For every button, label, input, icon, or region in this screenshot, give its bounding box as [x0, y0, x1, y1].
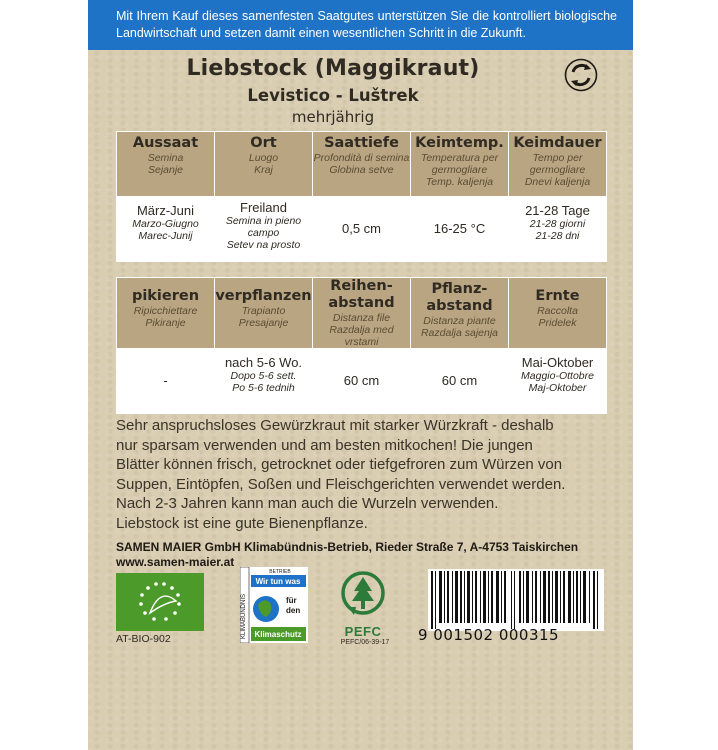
description-line: Nach 2-3 Jahren kann man auch die Wurzeln verwenden. — [116, 495, 499, 512]
klima-line2: für — [286, 596, 297, 605]
description-line: Sehr anspruchsloses Gewürzkraut mit starker Würzkraft - deshalb — [116, 417, 554, 434]
klima-top-text: BETRIEB — [269, 569, 291, 575]
description-line: Suppen, Eintöpfen, Soßen und Fleischgerichten verwendet werden. — [116, 475, 566, 493]
value-aussaat: März-Juni Marzo-Giugno Marec-Junij — [117, 197, 215, 262]
header-pikieren: pikieren Ripicchiettare Pikiranje — [117, 278, 215, 349]
website-link[interactable]: www.samen-maier.at — [116, 555, 235, 569]
header-aussaat: Aussaat Semina Sejanje — [117, 132, 215, 197]
header-verpflanzen: verpflanzen Trapianto Presajanje — [215, 278, 313, 349]
eu-organic-leaf-icon — [116, 573, 204, 631]
sowing-header-row — [117, 132, 607, 197]
sowing-value-row — [117, 197, 607, 262]
klima-side-text: KLIMABÜNDNIS — [241, 593, 247, 639]
header-pflanzabstand: Pflanz- abstand Distanza piante Razdalja sajenja — [411, 278, 509, 349]
header-ernte: Ernte Raccolta Pridelek — [509, 278, 607, 349]
banner-text: Mit Ihrem Kauf dieses samenfesten Saatgutes unterstützen Sie die kontrolliert biologische Landwirtschaft und setzen damit einen wesentlichen Schritt in die Zukunft. — [116, 9, 617, 40]
planting-header-row — [117, 278, 607, 349]
value-keimtemp: 16-25 °C — [411, 197, 509, 262]
eu-organic-code: AT-BIO-902 — [116, 633, 171, 645]
header-reihenabstand: Reihen- abstand Distanza file Razdalja med vrstami — [313, 278, 411, 349]
planting-table — [116, 277, 607, 414]
sowing-table — [116, 131, 607, 262]
pefc-tree-icon — [340, 571, 386, 623]
header-keimtemp: Keimtemp. Temperatura per germogliare Temp. kaljenja — [411, 132, 509, 197]
description-line: nur sparsam verwenden und am besten mitkochen! Die jungen — [116, 436, 533, 454]
product-title: Liebstock (Maggikraut) — [186, 56, 480, 81]
value-reihenabstand: 60 cm — [313, 349, 411, 414]
barcode-bars — [429, 571, 601, 629]
header-keimdauer: Keimdauer Tempo per germogliare Dnevi kaljenja — [509, 132, 607, 197]
header-ort: Ort Luogo Kraj — [215, 132, 313, 197]
klimabuendnis-badge-icon — [240, 567, 308, 643]
value-keimdauer: 21-28 Tage 21-28 giorni 21-28 dni — [509, 197, 607, 262]
product-description — [116, 416, 610, 533]
header-saattiefe: Saattiefe Profondità di semina Globina setve — [313, 132, 411, 197]
klima-line3: den — [286, 606, 301, 615]
description-line: Liebstock ist eine gute Bienenpflanze. — [116, 514, 368, 532]
pefc-label: PEFC — [344, 624, 382, 639]
organic-info-banner — [88, 0, 633, 50]
planting-value-row — [117, 349, 607, 414]
value-verpflanzen: nach 5-6 Wo. Dopo 5-6 sett. Po 5-6 tednih — [215, 349, 313, 414]
value-ort: Freiland Semina in pieno campo Setev na prosto — [215, 197, 313, 262]
klima-line1: Wir tun was — [255, 577, 301, 586]
value-pikieren: - — [117, 349, 215, 414]
pefc-code: PEFC/06-39-17 — [340, 639, 390, 646]
company-address: SAMEN MAIER GmbH Klimabündnis-Betrieb, Rieder Straße 7, A-4753 Taiskirchen — [116, 540, 579, 554]
barcode-number: 9 001502 000315 — [418, 626, 560, 644]
product-lifecycle: mehrjährig — [291, 108, 375, 126]
value-saattiefe: 0,5 cm — [313, 197, 411, 262]
recycle-icon — [564, 58, 598, 92]
value-ernte: Mai-Oktober Maggio-Ottobre Maj-Oktober — [509, 349, 607, 414]
klima-line4: Klimaschutz — [254, 630, 302, 639]
value-pflanzabstand: 60 cm — [411, 349, 509, 414]
product-subtitle: Levistico - Luštrek — [247, 86, 419, 105]
seed-packet-back — [88, 0, 633, 750]
description-line: Blätter können frisch, getrocknet oder tiefgefroren zum Würzen von — [116, 456, 563, 473]
